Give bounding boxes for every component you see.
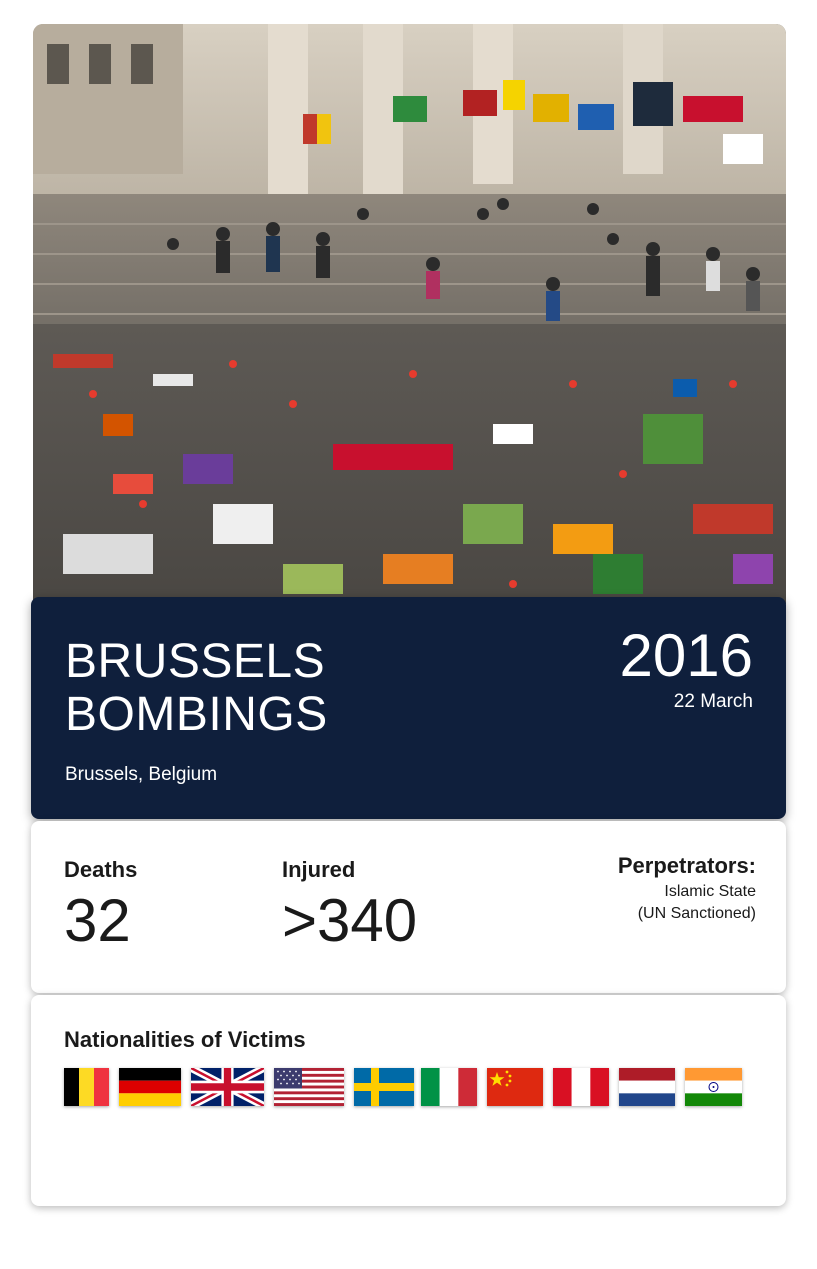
china-flag: [487, 1068, 543, 1106]
event-year: 2016: [619, 622, 753, 689]
deaths-label: Deaths: [64, 857, 138, 882]
nationalities-card: [31, 995, 786, 1206]
event-date: 22 March: [673, 691, 753, 712]
memorial-photo: [33, 24, 786, 604]
event-title-panel: [31, 597, 786, 819]
uk-flag: [191, 1068, 264, 1106]
nationalities-title: Nationalities of Victims: [64, 1027, 306, 1052]
event-title-line1: BRUSSELS: [65, 635, 326, 688]
usa-flag: [274, 1068, 344, 1106]
deaths-value: 32: [64, 887, 131, 954]
netherlands-flag: [619, 1068, 675, 1106]
peru-flag: [553, 1068, 609, 1106]
perpetrators-line1: Islamic State: [664, 883, 756, 900]
italy-flag: [421, 1068, 477, 1106]
event-location: Brussels, Belgium: [65, 764, 218, 785]
perpetrators-label: Perpetrators:: [617, 853, 756, 878]
perpetrators-line2: (UN Sanctioned): [637, 905, 756, 922]
sweden-flag: [354, 1068, 414, 1106]
germany-flag: [119, 1068, 181, 1106]
event-title: [65, 635, 328, 741]
event-title-line2: BOMBINGS: [65, 688, 328, 741]
belgium-flag: [64, 1068, 109, 1106]
india-flag: [685, 1068, 742, 1106]
injured-value: >340: [282, 887, 418, 954]
injured-label: Injured: [282, 857, 356, 882]
perpetrators-value: [556, 881, 756, 925]
stats-card: [31, 821, 786, 993]
